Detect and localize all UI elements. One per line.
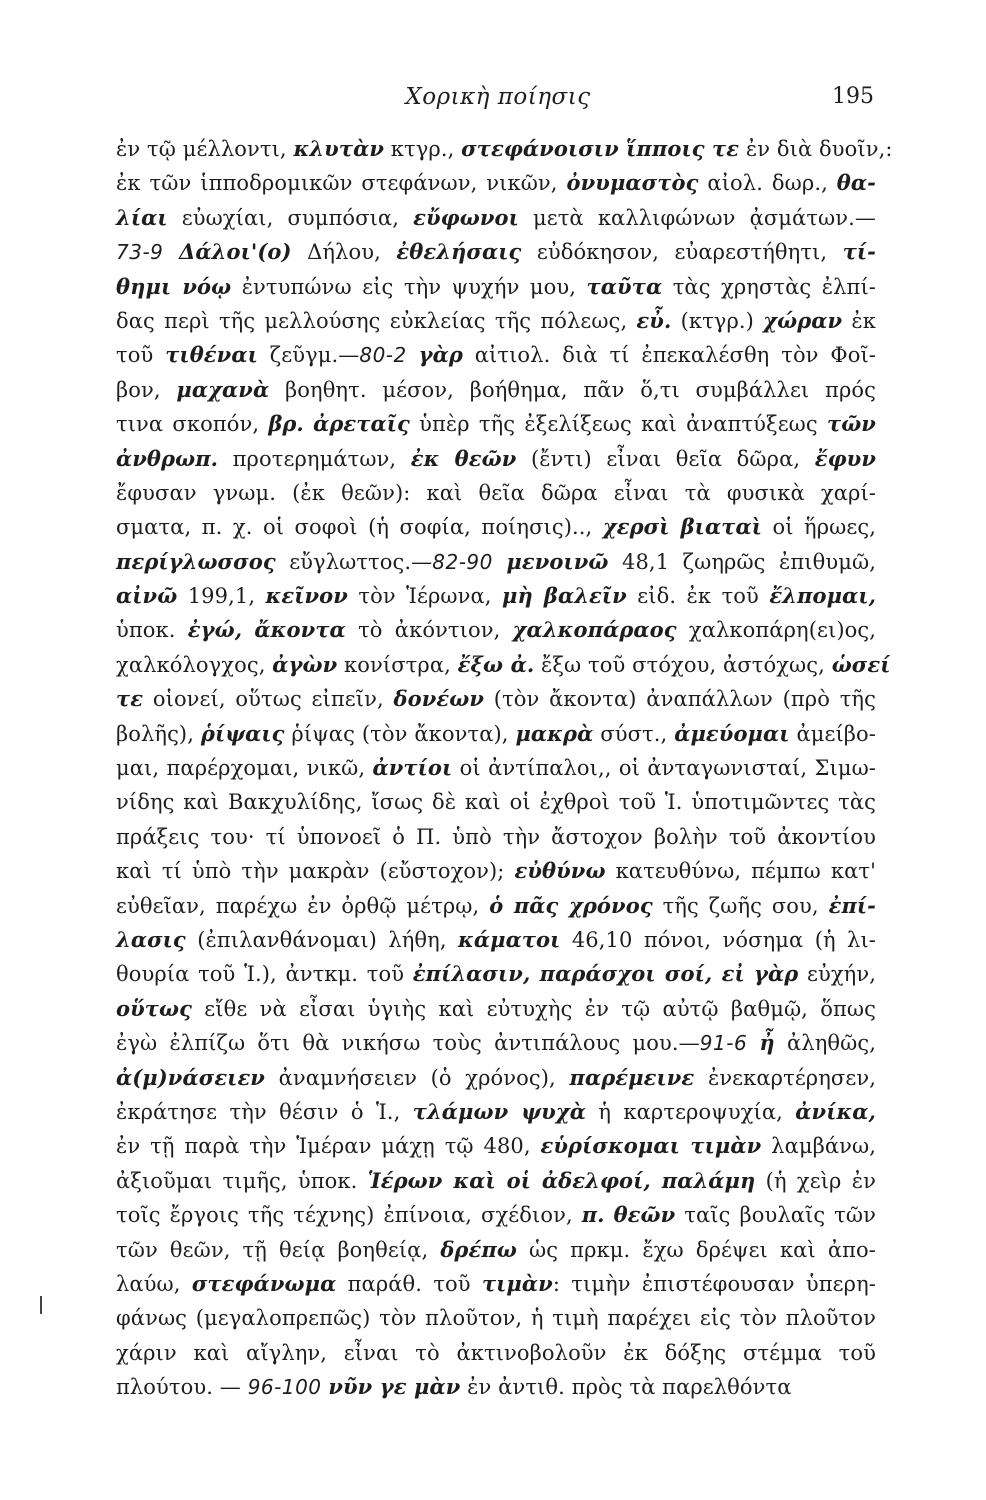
lemma: δονέων [393,686,485,712]
gloss-text: εἰδ. ἐκ τοῦ [626,584,770,609]
lemma: αἰνῶ [116,583,178,609]
gloss-text: ἡ καρτεροψυχία, [586,1099,796,1124]
gloss-text: σύστ., [593,721,675,746]
gloss-text: οἱονεί, οὕτως εἰπεῖν, [143,687,394,712]
gloss-text: οἱ ἥρωες, [761,515,876,540]
lemma: μενοινῶ [506,548,609,574]
text-line [116,1129,876,1163]
text-line [116,613,876,647]
gloss-text: ἐν τῇ παρὰ τὴν Ἱμέραν μάχῃ τῷ 480, [116,1134,541,1159]
gloss-text: ὡς πρκμ. ἔχω δρέψει καὶ ἀπο- [516,1237,876,1262]
gloss-text: εὐχήν, [798,962,876,987]
text-line [116,407,876,441]
gloss-text: ἀληθῶς, [774,1031,876,1056]
text-line [116,923,876,957]
gloss-text: (ἡ χεὶρ ἐν [755,1168,876,1193]
gloss-text: εὐδόκησον, εὐαρεστήθητι, [521,240,843,265]
gloss-text: ὑπὲρ τῆς ἐξελίξεως καὶ ἀναπτύξεως [409,412,827,437]
gloss-text: ἀξιοῦμαι τιμῆς, ὑποκ. [116,1168,368,1193]
lemma: ἀνθρωπ. [116,445,219,471]
lemma: εὔφωνοι [413,204,519,230]
gloss-text: ἐν διὰ δυοῖν,: [739,137,893,161]
gloss-text: κονίστρα, [337,652,458,677]
text-line [116,338,876,372]
gloss-text [242,618,254,642]
gloss-text: ζεῦγμ.— [257,343,360,368]
gloss-text: φάνως (μεγαλοπρεπῶς) τὸν πλοῦτον, ἡ τιμὴ παρέχει εἰς τὸν πλοῦτον [116,1306,876,1331]
lemma: κεῖνον [265,583,348,609]
lemma: κάματοι [458,926,561,952]
lemma: βρ. [268,411,304,437]
lemma: θα- [836,170,876,196]
commentary-text [116,132,893,1404]
lemma: ἀγὼν [272,651,338,677]
lemma: ἐκ θεῶν [410,445,517,471]
gloss-text: ἐντυπώνω εἰς τὴν ψυχήν μου, [231,274,587,299]
gloss-text: εὔγλωττος.— [275,549,433,574]
lemma: ἐπί- [828,892,876,918]
text-line [116,648,891,682]
text-line [116,510,876,544]
lemma: τιθέναι [165,342,258,368]
lemma: ὀνυμαστὸς [566,170,699,196]
gloss-text [407,343,419,367]
lemma: ταῦτα [586,273,663,299]
page-title: Χορικὴ ποίησις [405,84,591,110]
gloss-text: : τιμὴν ἐπιστέφουσαν ὑπερη- [552,1271,876,1296]
lemma: ἐγώ, [187,617,243,643]
lemma: τῶν [826,411,876,437]
gloss-text: χαλκόλογχος, [116,652,273,677]
lemma: ἐθελήσαις [396,239,522,265]
text-line [116,1336,876,1370]
lemma: τλάμων ψυχὰ [412,1098,586,1124]
lemma: ἦ [759,1030,775,1056]
lemma: γὰρ [418,342,463,368]
text-line [116,889,876,923]
gloss-text: εὐθεῖαν, παρέχω ἐν ὀρθῷ μέτρῳ, [116,893,490,918]
text-line [116,201,876,235]
text-line [116,1370,876,1404]
lemma: τε [116,686,144,712]
gloss-text: χάριν καὶ αἴγλην, εἶναι τὸ ἀκτινοβολοῦν ἐκ δόξης στέμμα τοῦ [116,1340,876,1365]
lemma: στεφάνωμα [191,1270,337,1296]
lemma: χαλκοπάραος [512,617,677,643]
lemma: χώραν [763,307,843,333]
text-line [116,132,893,166]
verse-reference: 91-6 [699,1031,748,1056]
gloss-text: πράξεις του· τί ὑπονοεῖ ὁ Π. ὑπὸ τὴν ἄστοχον βολὴν τοῦ ἀκοντίου [116,824,876,849]
lemma: ὡσεί [831,651,891,677]
lemma: οὕτως [116,995,192,1021]
gloss-text: εὐωχίαι, συμπόσια, [167,205,414,230]
text-line [116,270,876,304]
gloss-text: κτγρ., [384,137,462,161]
lemma: θεῶν [613,1202,676,1228]
lemma: ἔλπομαι, [769,583,876,609]
lemma: μὴ βαλεῖν [502,583,627,609]
verse-reference: 82-90 [432,549,493,574]
gloss-text: τὸ ἀκόντιον, [345,618,513,643]
lemma: χερσὶ βιαταὶ [602,514,762,540]
gloss-text: ἐνεκαρτέρησεν, [694,1065,876,1090]
gloss-text: κατευθύνω, πέμπω κατ' [605,859,876,884]
lemma: ἔφυν [814,445,877,471]
gloss-text: τὸν Ἱέρωνα, [347,584,503,609]
text-line [116,1095,876,1129]
lemma: δρέπω [440,1236,517,1262]
gloss-text: τοῦ [116,343,166,368]
text-line [116,854,876,888]
lemma: παρέμεινε [569,1064,695,1090]
gloss-text: βοηθητ. μέσον, βοήθημα, πᾶν ὅ,τι συμβάλλει πρός [269,377,876,402]
gloss-text: καὶ τί ὑπὸ τὴν μακρὰν (εὔστοχον); [116,859,515,884]
gloss-text: ἔφυσαν γνωμ. (ἐκ θεῶν): καὶ θεῖα δῶρα εἶναι τὰ φυσικὰ χαρί- [116,480,876,505]
text-line [116,476,876,510]
gloss-text: ἐκ τῶν ἱπποδρομικῶν στεφάνων, νικῶν, [116,171,567,196]
text-line [116,957,876,991]
gloss-text: αἰτιολ. διὰ τί ἐπεκαλέσθη τὸν Φοῖ- [462,343,877,368]
text-line [116,166,876,200]
lemma: νῦν γε μὰν [328,1374,461,1400]
text-line [116,1267,876,1301]
verse-reference: 80-2 [359,343,407,368]
text-line [116,1301,876,1335]
text-line [116,820,876,854]
gloss-text: ἐκ [842,308,876,333]
lemma: ἀρεταῖς [313,411,410,437]
gloss-text: εἴθε νὰ εἶσαι ὑγιὴς καὶ εὐτυχὴς ἐν τῷ αὐτῷ βαθμῷ, ὅπως [192,996,876,1021]
gloss-text: (τὸν ἄκοντα) ἀναπάλλων (πρὸ τῆς [484,687,876,712]
page-number: 195 [832,84,874,109]
gloss-text: τοῖς ἔργοις τῆς τέχνης) ἐπίνοια, σχέδιον, [116,1203,582,1228]
gloss-text: ἀμείβο- [789,721,876,746]
lemma: λίαι [116,204,168,230]
text-line [116,1198,876,1232]
gloss-text: ἐν ἀντιθ. πρὸς τὰ παρελθόντα [460,1375,792,1400]
gloss-text: ἐκράτησε τὴν θέσιν ὁ Ἱ., [116,1099,413,1124]
lemma: Ἱέρων καὶ οἱ ἀδελφοί, παλάμη [367,1167,756,1193]
gloss-text: θουρία τοῦ Ἱ.), ἀντκμ. τοῦ [116,962,413,987]
running-head [118,84,878,114]
text-line [116,682,876,716]
text-line [116,235,876,269]
text-line [116,1026,876,1060]
gloss-text: προτερημάτων, [218,446,411,471]
gloss-text: λαμβάνω, [761,1134,876,1159]
lemma: εὖ. [636,307,672,333]
lemma: ἀμεύομαι [674,720,790,746]
lemma: μαχανὰ [176,376,270,402]
text-line [116,579,876,613]
gloss-text [605,1203,614,1227]
lemma: θημι νόῳ [116,273,232,299]
gloss-text [747,1031,759,1055]
gloss-text: (ἐπιλανθάνομαι) λήθη, [185,927,458,952]
lemma: τιμὰν [481,1270,553,1296]
gloss-text: 199,1, [177,584,266,609]
lemma: ἔξω ἀ. [457,651,535,677]
lemma: εὑρίσκομαι τιμὰν [540,1133,762,1159]
gloss-text: ἐγὼ ἐλπίζω ὅτι θὰ νικήσω τοὺς ἀντιπάλους μου.— [116,1031,700,1056]
lemma: εὐθύνω [514,858,606,884]
lemma: ἄκοντα [254,617,346,643]
lemma: στεφάνοισιν ἵπποις τε [461,136,740,161]
verse-reference: 96-100 [247,1375,322,1400]
lemma: ἀνίκα, [795,1098,876,1124]
gloss-text: βολῆς), [116,721,201,746]
gloss-text: 46,10 πόνοι, νόσημα (ἡ λι- [560,927,876,952]
lemma: περίγλωσσος [116,548,276,574]
gloss-text: πλούτου. — [116,1375,248,1400]
text-line [116,751,876,785]
verse-reference: 73-9 [116,240,180,265]
gloss-text [493,550,506,574]
gloss-text: τῆς ζωῆς σου, [652,893,829,918]
margin-mark [40,1296,42,1314]
gloss-text: ὑποκ. [116,618,188,643]
gloss-text: (κτγρ.) [671,308,764,333]
lemma: π. [581,1202,605,1228]
gloss-text: ἔξω τοῦ στόχου, ἀστόχως, [534,652,832,677]
gloss-text: σματα, π. χ. οἱ σοφοὶ (ἡ σοφία, ποίησις).., [116,515,603,540]
gloss-text: λαύω, [116,1271,192,1296]
gloss-text: νίδης καὶ Βακχυλίδης, ἴσως δὲ καὶ οἱ ἐχθροὶ τοῦ Ἱ. ὑποτιμῶντες τὰς [116,790,876,815]
lemma: ἀ(μ)νάσειεν [116,1064,265,1090]
lemma: ἀντίοι [372,755,453,781]
gloss-text: οἱ ἀντίπαλοι,, οἱ ἀνταγωνισταί, Σιμω- [452,756,876,781]
gloss-text: ἀναμνήσειεν (ὁ χρόνος), [264,1065,570,1090]
gloss-text: βον, [116,377,177,402]
text-line [116,1164,876,1198]
lemma: Δάλοι'(ο) [179,239,292,265]
gloss-text: Δήλου, [291,240,397,265]
text-line [116,717,876,751]
gloss-text [304,412,313,436]
gloss-text: ἐν τῷ μέλλοντι, [116,137,294,161]
text-line [116,304,876,338]
lemma: λασις [116,926,186,952]
gloss-text: παράθ. τοῦ [336,1271,482,1296]
lemma: κλυτὰν [293,136,384,161]
gloss-text: τῶν θεῶν, τῇ θείᾳ βοηθείᾳ, [116,1237,441,1262]
text-line [116,1061,876,1095]
gloss-text: μετὰ καλλιφώνων ᾀσμάτων.— [518,205,877,230]
text-line [116,373,876,407]
gloss-text: (ἔντι) εἶναι θεῖα δῶρα, [516,446,815,471]
text-line [116,1233,876,1267]
text-line [116,442,876,476]
text-line [116,992,876,1026]
lemma: ῥίψαις [200,720,285,746]
lemma: τί- [842,239,876,265]
gloss-text: 48,1 ζωηρῶς ἐπιθυμῶ, [608,549,876,574]
gloss-text: ῥίψας (τὸν ἄκοντα), [284,721,516,746]
gloss-text: αἰολ. δωρ., [698,171,837,196]
text-line [116,545,876,579]
gloss-text: ταῖς βουλαῖς τῶν [675,1203,876,1228]
gloss-text: χαλκοπάρη(ει)ος, [676,618,876,643]
lemma: ὁ πᾶς χρόνος [489,892,653,918]
gloss-text: μαι, παρέρχομαι, νικῶ, [116,756,373,781]
gloss-text: τὰς χρηστὰς ἐλπί- [662,274,876,299]
lemma: μακρὰ [515,720,594,746]
lemma: ἐπίλασιν, παράσχοι σοί, εἰ γὰρ [412,961,799,987]
text-line [116,785,876,819]
gloss-text: τινα σκοπόν, [116,412,269,437]
gloss-text: δας περὶ τῆς μελλούσης εὐκλείας τῆς πόλεως, [116,308,637,333]
